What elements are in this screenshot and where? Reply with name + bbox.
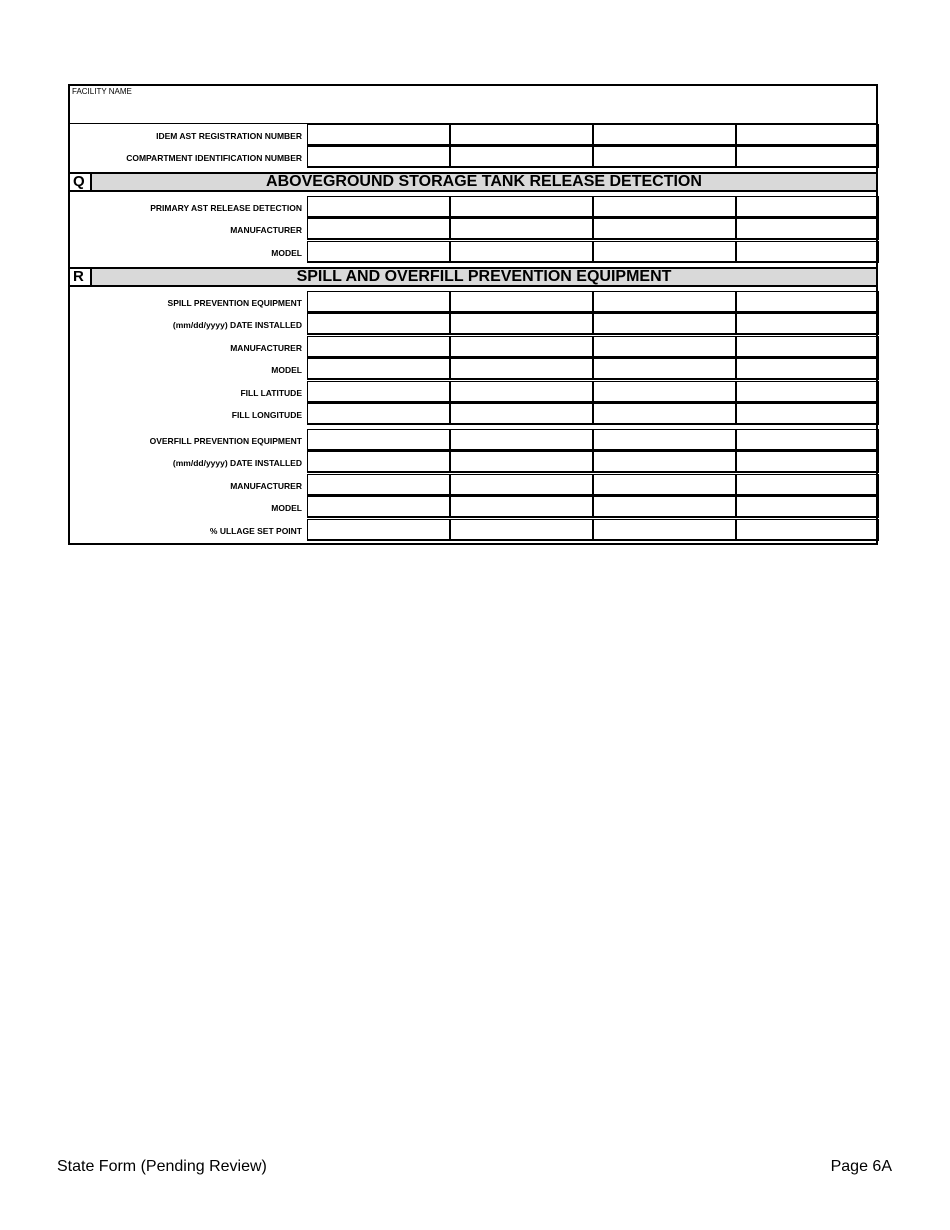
section-r-title: SPILL AND OVERFILL PREVENTION EQUIPMENT	[296, 268, 672, 285]
field-cell	[450, 146, 593, 168]
field-cell	[593, 313, 736, 335]
section-r-header	[70, 267, 876, 287]
field-cell	[736, 291, 879, 313]
field-input[interactable]	[737, 293, 878, 312]
field-cell	[736, 146, 879, 168]
field-cell	[307, 474, 450, 496]
field-input[interactable]	[308, 405, 449, 424]
field-label: MANUFACTURER	[230, 343, 302, 353]
field-label: FILL LATITUDE	[240, 388, 302, 398]
field-cell	[450, 403, 593, 425]
field-cell	[450, 336, 593, 358]
section-q-letter: Q	[70, 174, 92, 190]
field-label: IDEM AST REGISTRATION NUMBER	[156, 131, 302, 141]
field-input[interactable]	[451, 383, 592, 402]
field-input[interactable]	[737, 453, 878, 472]
field-label: SPILL PREVENTION EQUIPMENT	[167, 298, 302, 308]
field-cell	[307, 336, 450, 358]
field-cell	[450, 381, 593, 403]
field-cell	[307, 519, 450, 541]
field-cell	[736, 496, 879, 518]
field-input[interactable]	[308, 243, 449, 262]
field-label: MODEL	[271, 365, 302, 375]
field-input[interactable]	[594, 220, 735, 239]
field-input[interactable]	[594, 338, 735, 357]
field-cell	[736, 124, 879, 146]
field-input[interactable]	[737, 315, 878, 334]
field-cell	[307, 291, 450, 313]
field-input[interactable]	[308, 498, 449, 517]
field-input[interactable]	[451, 220, 592, 239]
field-input[interactable]	[308, 383, 449, 402]
field-input[interactable]	[594, 498, 735, 517]
field-input[interactable]	[308, 126, 449, 145]
field-cell	[593, 381, 736, 403]
field-cell	[736, 241, 879, 263]
field-input[interactable]	[308, 453, 449, 472]
field-cell	[736, 313, 879, 335]
field-cell	[593, 519, 736, 541]
field-label: MODEL	[271, 503, 302, 513]
field-cell	[593, 241, 736, 263]
field-label: (mm/dd/yyyy) DATE INSTALLED	[172, 458, 302, 468]
field-cell	[307, 146, 450, 168]
field-input[interactable]	[594, 405, 735, 424]
field-cell	[450, 358, 593, 380]
field-input[interactable]	[737, 498, 878, 517]
field-cell	[450, 496, 593, 518]
field-cell	[307, 218, 450, 240]
field-cell	[736, 474, 879, 496]
field-cell	[450, 519, 593, 541]
field-input[interactable]	[451, 360, 592, 379]
footer-page-number: Page 6A	[830, 1158, 892, 1175]
field-input[interactable]	[308, 360, 449, 379]
field-label: % ULLAGE SET POINT	[209, 526, 302, 536]
field-input[interactable]	[594, 198, 735, 217]
field-cell	[307, 429, 450, 451]
field-input[interactable]	[451, 126, 592, 145]
field-cell	[736, 429, 879, 451]
field-input[interactable]	[594, 293, 735, 312]
field-cell	[307, 241, 450, 263]
field-input[interactable]	[451, 338, 592, 357]
field-cell	[450, 241, 593, 263]
field-input[interactable]	[594, 360, 735, 379]
field-cell	[307, 313, 450, 335]
field-cell	[736, 358, 879, 380]
field-input[interactable]	[594, 315, 735, 334]
release-detection-form	[68, 84, 878, 545]
field-cell	[593, 474, 736, 496]
field-input[interactable]	[451, 431, 592, 450]
field-cell	[736, 403, 879, 425]
field-input[interactable]	[737, 383, 878, 402]
field-cell	[593, 196, 736, 218]
field-cell	[736, 218, 879, 240]
field-label: FILL LONGITUDE	[231, 410, 302, 420]
field-input[interactable]	[594, 476, 735, 495]
field-cell	[307, 403, 450, 425]
field-input[interactable]	[737, 220, 878, 239]
field-cell	[593, 496, 736, 518]
field-input[interactable]	[737, 148, 878, 167]
field-input[interactable]	[451, 293, 592, 312]
footer-form-status: State Form (Pending Review)	[57, 1158, 267, 1175]
field-cell	[593, 291, 736, 313]
field-label: COMPARTMENT IDENTIFICATION NUMBER	[126, 153, 302, 163]
field-input[interactable]	[308, 315, 449, 334]
field-input[interactable]	[737, 126, 878, 145]
field-input[interactable]	[594, 243, 735, 262]
field-input[interactable]	[451, 453, 592, 472]
field-label: MANUFACTURER	[230, 481, 302, 491]
field-input[interactable]	[594, 521, 735, 540]
field-cell	[736, 196, 879, 218]
field-input[interactable]	[308, 431, 449, 450]
field-input[interactable]	[451, 405, 592, 424]
field-input[interactable]	[737, 431, 878, 450]
field-input[interactable]	[308, 148, 449, 167]
field-input[interactable]	[308, 220, 449, 239]
field-input[interactable]	[737, 405, 878, 424]
field-cell	[593, 336, 736, 358]
field-cell	[450, 474, 593, 496]
field-cell	[593, 218, 736, 240]
field-input[interactable]	[737, 360, 878, 379]
field-input[interactable]	[308, 476, 449, 495]
field-input[interactable]	[594, 453, 735, 472]
field-cell	[736, 519, 879, 541]
field-input[interactable]	[451, 498, 592, 517]
field-input[interactable]	[594, 126, 735, 145]
field-input[interactable]	[451, 198, 592, 217]
field-input[interactable]	[594, 431, 735, 450]
field-input[interactable]	[737, 198, 878, 217]
field-cell	[450, 313, 593, 335]
field-input[interactable]	[308, 293, 449, 312]
field-cell	[307, 381, 450, 403]
facility-name-label: FACILITY NAME	[72, 87, 132, 96]
field-cell	[307, 496, 450, 518]
field-input[interactable]	[737, 521, 878, 540]
field-cell	[307, 358, 450, 380]
field-input[interactable]	[737, 243, 878, 262]
field-label: PRIMARY AST RELEASE DETECTION	[150, 203, 302, 213]
field-input[interactable]	[451, 148, 592, 167]
field-input[interactable]	[737, 338, 878, 357]
section-q-header	[70, 172, 876, 192]
field-cell	[736, 381, 879, 403]
field-input[interactable]	[451, 243, 592, 262]
field-cell	[736, 451, 879, 473]
field-cell	[307, 124, 450, 146]
section-r-letter: R	[70, 269, 92, 285]
field-cell	[450, 218, 593, 240]
field-label: OVERFILL PREVENTION EQUIPMENT	[149, 436, 302, 446]
section-q-title: ABOVEGROUND STORAGE TANK RELEASE DETECTION	[266, 173, 702, 190]
field-cell	[450, 124, 593, 146]
field-cell	[593, 124, 736, 146]
field-input[interactable]	[308, 521, 449, 540]
field-cell	[307, 451, 450, 473]
field-label: (mm/dd/yyyy) DATE INSTALLED	[172, 320, 302, 330]
field-label: MANUFACTURER	[230, 225, 302, 235]
field-cell	[593, 429, 736, 451]
field-cell	[593, 451, 736, 473]
field-cell	[450, 451, 593, 473]
field-input[interactable]	[308, 338, 449, 357]
field-cell	[736, 336, 879, 358]
field-input[interactable]	[451, 521, 592, 540]
field-cell	[450, 196, 593, 218]
field-input[interactable]	[451, 476, 592, 495]
field-input[interactable]	[308, 198, 449, 217]
field-input[interactable]	[737, 476, 878, 495]
field-input[interactable]	[594, 148, 735, 167]
field-cell	[593, 403, 736, 425]
field-cell	[450, 429, 593, 451]
field-input[interactable]	[451, 315, 592, 334]
field-cell	[593, 358, 736, 380]
field-label: MODEL	[271, 248, 302, 258]
field-cell	[593, 146, 736, 168]
field-cell	[450, 291, 593, 313]
field-cell	[307, 196, 450, 218]
field-input[interactable]	[594, 383, 735, 402]
